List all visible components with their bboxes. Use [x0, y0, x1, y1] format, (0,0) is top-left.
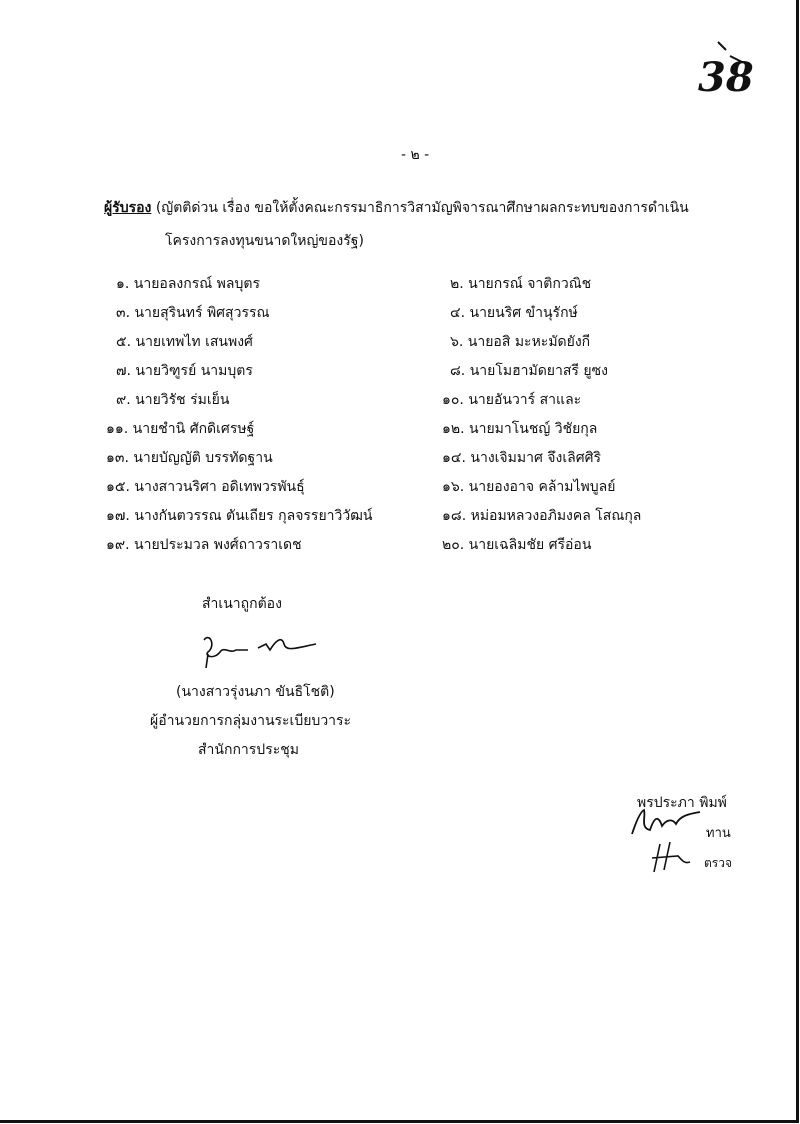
checker-initials: [648, 840, 694, 876]
certifier-office: สำนักการประชุม: [198, 742, 299, 758]
endorser-right: ๔. นายนริศ ขำนุรักษ์: [450, 305, 578, 321]
endorser-left: ๑. นายอลงกรณ์ พลบุตร: [116, 276, 260, 292]
proof-label: ทาน: [706, 826, 731, 841]
endorser-right: ๒๐. นายเฉลิมชัย ศรีอ่อน: [442, 537, 592, 553]
endorser-right: ๒. นายกรณ์ จาติกวณิช: [450, 276, 592, 292]
certifier-position: ผู้อำนวยการกลุ่มงานระเบียบวาระ: [150, 713, 352, 729]
endorser-left: ๕. นายเทพไท เสนพงศ์: [116, 334, 253, 350]
endorser-label: ผู้รับรอง: [104, 200, 152, 216]
motion-title-part-1: (ญัตติด่วน เรื่อง ขอให้ตั้งคณะกรรมาธิการวิสามัญพิจารณาศึกษาผลกระทบของการดำเนิน: [155, 200, 689, 216]
endorser-left: ๑๑. นายชำนิ ศักดิเศรษฐ์: [106, 421, 255, 437]
endorser-right: ๑๐. นายอันวาร์ สาและ: [442, 392, 582, 408]
check-label: ตรวจ: [704, 856, 733, 870]
endorser-left: ๙. นายวิรัช ร่มเย็น: [116, 392, 230, 408]
motion-title-part-2: โครงการลงทุนขนาดใหญ่ของรัฐ): [165, 233, 364, 249]
endorser-left: ๑๕. นางสาวนริศา อดิเทพวรพันธุ์: [106, 479, 305, 495]
endorser-left: ๓. นายสุรินทร์ พิศสุวรรณ: [116, 305, 270, 321]
page-number: - ๒ -: [401, 147, 430, 163]
endorser-right: ๑๒. นายมาโนชญ์ วิชัยกุล: [442, 421, 598, 437]
certification-title: สำเนาถูกต้อง: [202, 596, 282, 612]
typist-note: พรประภา พิมพ์: [637, 795, 727, 811]
certifier-name: (นางสาวรุ่งนภา ขันธิโชติ): [176, 684, 335, 700]
header-line-1: [104, 197, 689, 219]
endorser-left: ๑๗. นางกันตวรรณ ตันเถียร กุลจรรยาวิวัฒน์: [106, 508, 373, 524]
proofreader-initials: [628, 806, 704, 840]
endorser-right: ๑๘. หม่อมหลวงอภิมงคล โสณกุล: [442, 508, 642, 524]
endorser-right: ๖. นายอสิ มะหะมัดยังกี: [450, 334, 591, 350]
handwritten-page-stamp: 38: [698, 54, 754, 101]
endorser-left: ๑๙. นายประมวล พงศ์ถาวราเดช: [106, 537, 302, 553]
endorser-right: ๑๖. นายองอาจ คล้ามไพบูลย์: [442, 479, 616, 495]
endorser-left: ๑๓. นายบัญญัติ บรรทัดฐาน: [106, 450, 273, 466]
certifier-signature: [196, 630, 326, 670]
endorser-right: ๘. นายโมฮามัดยาสรี ยูซง: [450, 363, 608, 379]
endorser-right: ๑๔. นางเจิมมาศ จึงเลิศศิริ: [442, 450, 601, 466]
endorser-left: ๗. นายวิฑูรย์ นามบุตร: [116, 363, 253, 379]
